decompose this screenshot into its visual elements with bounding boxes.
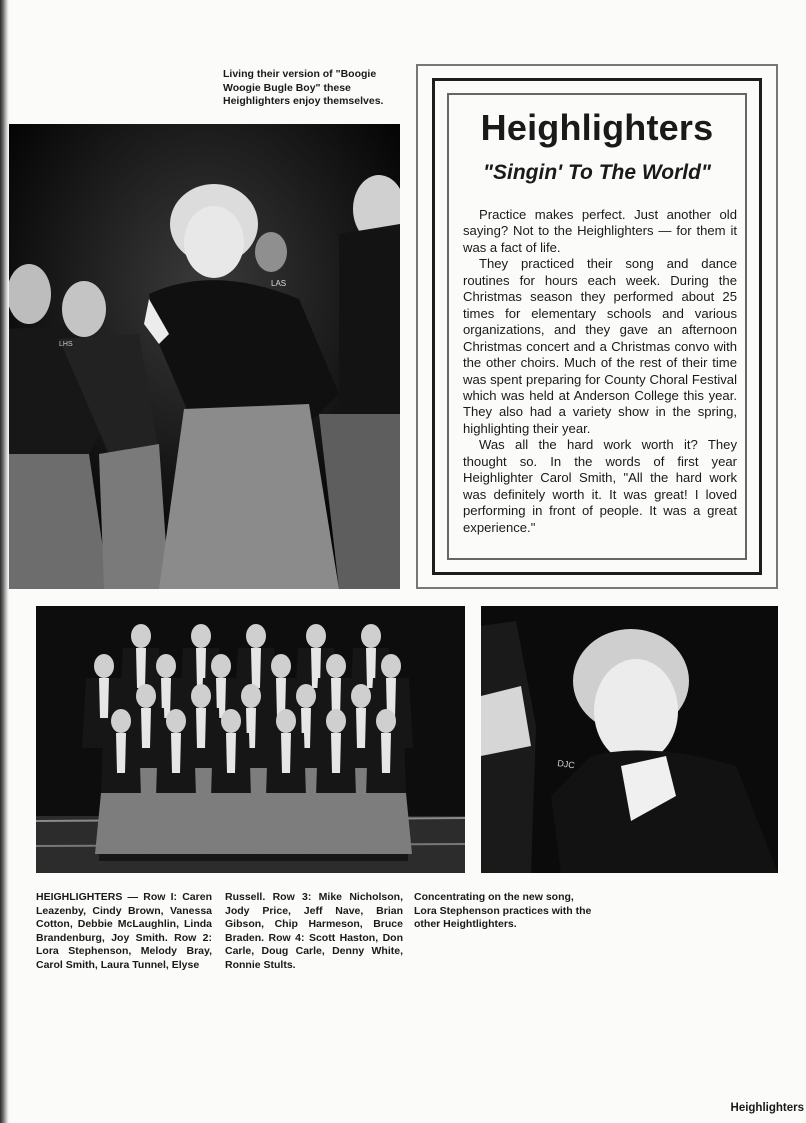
feature-paragraph: They practiced their song and dance routines for hours each week. During the Christmas season they performed about 25 times for elementary schools and various organizations, and they gave an afternoon Christmas concert and a Christmas convo with the other choirs. Much of the rest of their time was spent preparing for County Choral Festival which was held at Anderson College this year. They also had a variety show in the spring, highlighting their year. (463, 256, 737, 436)
feature-paragraph: Was all the hard work worth it? They thought so. In the words of first year Heighlighter Carol Smith, "All the hard work was definitely worth it. It was great! I loved performing in front of people. It was a great experience." (463, 437, 737, 535)
page-folio: Heighlighters (730, 1102, 804, 1114)
feature-box (416, 64, 778, 589)
feature-subtitle: "Singin' To The World" (483, 161, 711, 184)
singer-photo (481, 606, 778, 873)
sweater-monogram-lhs: LHS (59, 341, 73, 348)
feature-title: Heighlighters (480, 107, 714, 148)
sweater-monogram-las: LAS (271, 279, 287, 288)
dancers-photo (9, 124, 400, 589)
group-caption-col2: Russell. Row 3: Mike Nicholson, Jody Price, Jeff Nave, Brian Gibson, Chip Harmeson, Bruce Braden. Row 4: Scott Haston, Don Carle, Doug Carle, Denny White, Ronnie Stults. (225, 891, 403, 971)
dancers-photo-caption: Living their version of "Boogie Woogie Bugle Boy" these Heighlighters enjoy themselves. (223, 68, 384, 107)
feature-body (463, 207, 737, 536)
group-caption-col1: HEIGHLIGHTERS — Row I: Caren Leazenby, Cindy Brown, Vanessa Cotton, Debbie McLaughlin, Linda Brandenburg, Joy Smith. Row 2: Lora Stephenson, Melody Bray, Carol Smith, Laura Tunnel, Elyse (36, 891, 212, 971)
feature-paragraph: Practice makes perfect. Just another old saying? Not to the Heighlighters — for them it was a fact of life. (463, 207, 737, 255)
singer-photo-caption: Concentrating on the new song, Lora Stephenson practices with the other Heightlighters. (414, 891, 592, 930)
group-photo (36, 606, 465, 873)
book-binding-edge (0, 0, 9, 1123)
sweater-monogram-djc: DJC (556, 758, 576, 771)
